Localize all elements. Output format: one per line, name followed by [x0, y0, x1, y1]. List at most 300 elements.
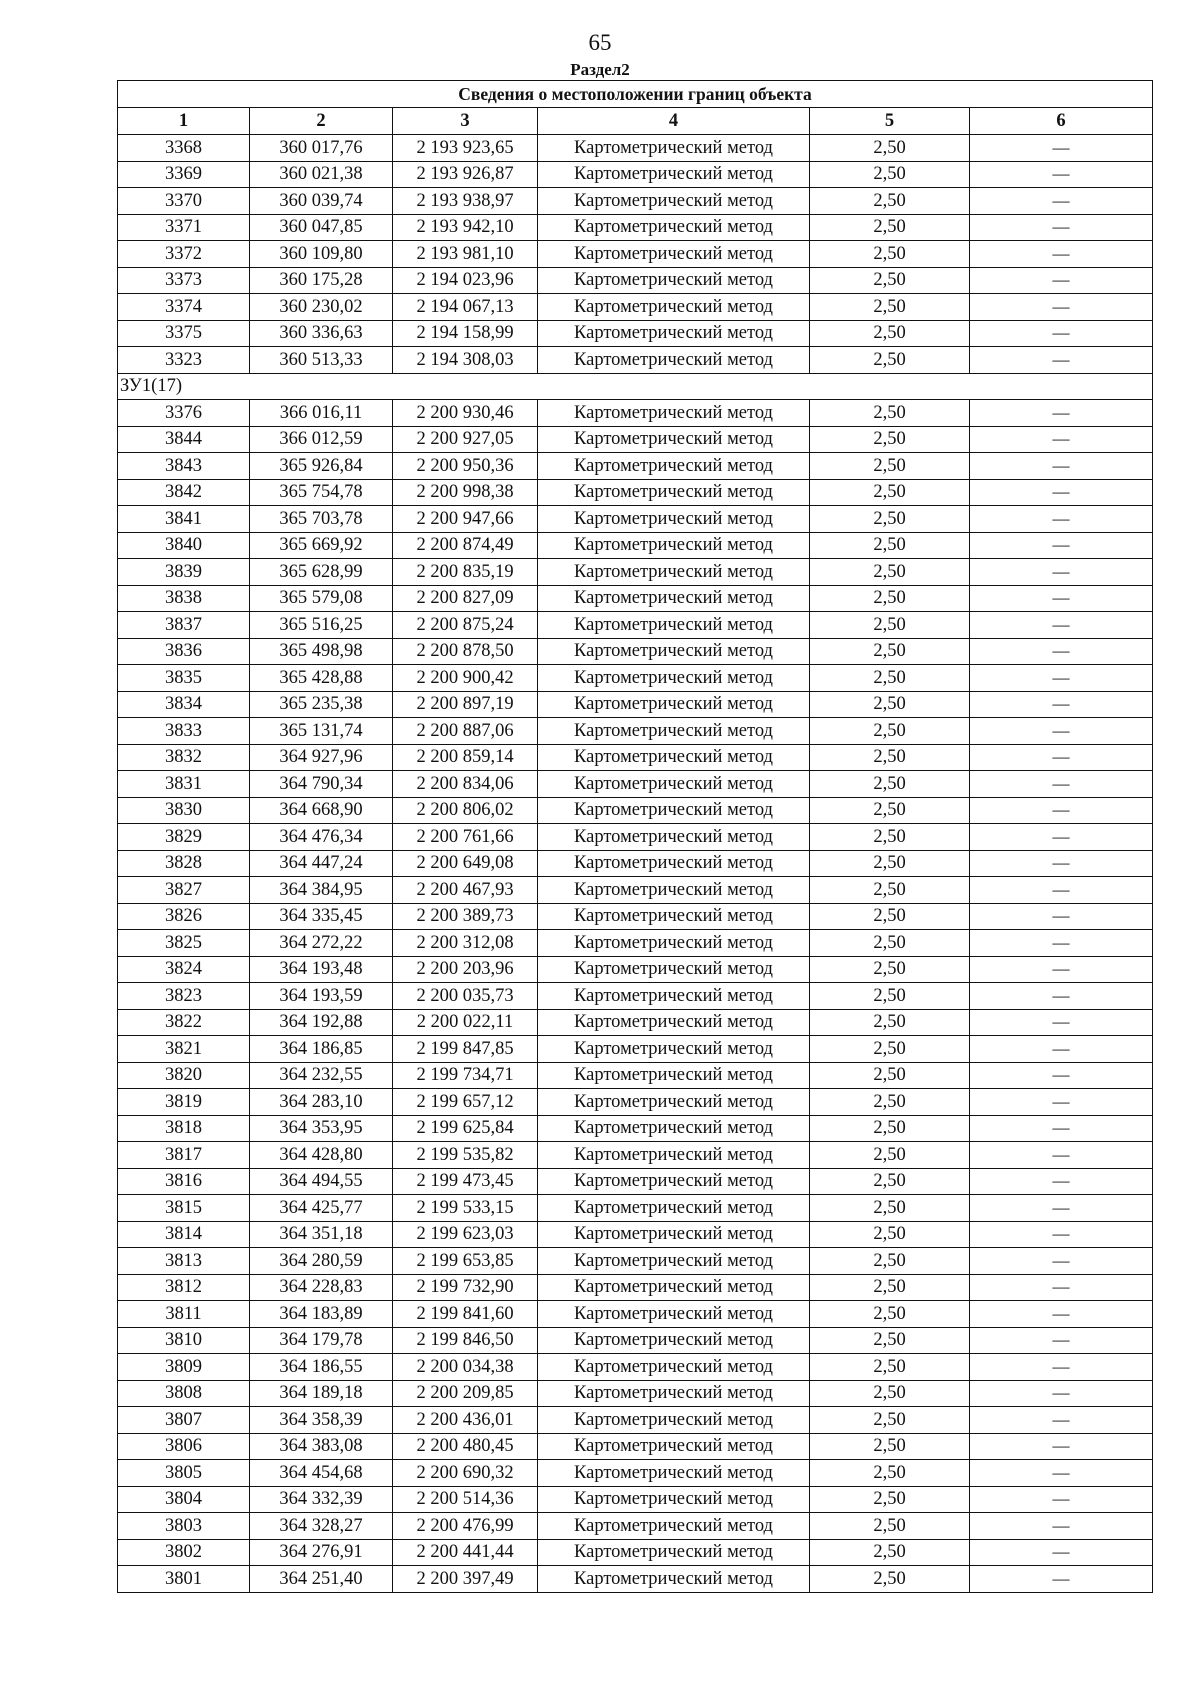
- point-number-cell: 3824: [118, 956, 250, 983]
- description-cell: —: [970, 1486, 1153, 1513]
- description-cell: —: [970, 532, 1153, 559]
- column-number: 1: [118, 108, 250, 135]
- y-coordinate-cell: 2 194 158,99: [393, 320, 538, 347]
- accuracy-cell: 2,50: [810, 585, 970, 612]
- method-cell: Картометрический метод: [538, 824, 810, 851]
- y-coordinate-cell: 2 200 900,42: [393, 665, 538, 692]
- point-number-cell: 3836: [118, 638, 250, 665]
- table-row: [118, 506, 1153, 533]
- description-cell: —: [970, 1115, 1153, 1142]
- table-row: [118, 1089, 1153, 1116]
- description-cell: —: [970, 1089, 1153, 1116]
- x-coordinate-cell: 360 175,28: [250, 267, 393, 294]
- x-coordinate-cell: 365 703,78: [250, 506, 393, 533]
- y-coordinate-cell: 2 199 841,60: [393, 1301, 538, 1328]
- point-number-cell: 3827: [118, 877, 250, 904]
- point-number-cell: 3809: [118, 1354, 250, 1381]
- table-row: [118, 718, 1153, 745]
- column-number: 3: [393, 108, 538, 135]
- description-cell: —: [970, 1407, 1153, 1434]
- description-cell: —: [970, 1168, 1153, 1195]
- column-number: 4: [538, 108, 810, 135]
- table-row: [118, 400, 1153, 427]
- x-coordinate-cell: 364 351,18: [250, 1221, 393, 1248]
- method-cell: Картометрический метод: [538, 930, 810, 957]
- table-row: [118, 1460, 1153, 1487]
- description-cell: —: [970, 1460, 1153, 1487]
- description-cell: —: [970, 877, 1153, 904]
- method-cell: Картометрический метод: [538, 532, 810, 559]
- accuracy-cell: 2,50: [810, 1354, 970, 1381]
- method-cell: Картометрический метод: [538, 1460, 810, 1487]
- method-cell: Картометрический метод: [538, 1221, 810, 1248]
- point-number-cell: 3835: [118, 665, 250, 692]
- accuracy-cell: 2,50: [810, 1433, 970, 1460]
- description-cell: —: [970, 320, 1153, 347]
- x-coordinate-cell: 366 012,59: [250, 426, 393, 453]
- table-row: [118, 1539, 1153, 1566]
- accuracy-cell: 2,50: [810, 241, 970, 268]
- x-coordinate-cell: 364 335,45: [250, 903, 393, 930]
- x-coordinate-cell: 360 336,63: [250, 320, 393, 347]
- table-row: [118, 241, 1153, 268]
- accuracy-cell: 2,50: [810, 744, 970, 771]
- point-number-cell: 3825: [118, 930, 250, 957]
- accuracy-cell: 2,50: [810, 956, 970, 983]
- accuracy-cell: 2,50: [810, 1195, 970, 1222]
- accuracy-cell: 2,50: [810, 983, 970, 1010]
- accuracy-cell: 2,50: [810, 267, 970, 294]
- table-row: [118, 956, 1153, 983]
- point-number-cell: 3830: [118, 797, 250, 824]
- accuracy-cell: 2,50: [810, 1168, 970, 1195]
- description-cell: —: [970, 1354, 1153, 1381]
- x-coordinate-cell: 364 232,55: [250, 1062, 393, 1089]
- accuracy-cell: 2,50: [810, 1513, 970, 1540]
- method-cell: Картометрический метод: [538, 267, 810, 294]
- method-cell: Картометрический метод: [538, 877, 810, 904]
- accuracy-cell: 2,50: [810, 1539, 970, 1566]
- point-number-cell: 3373: [118, 267, 250, 294]
- column-number: 5: [810, 108, 970, 135]
- x-coordinate-cell: 364 186,55: [250, 1354, 393, 1381]
- point-number-cell: 3817: [118, 1142, 250, 1169]
- y-coordinate-cell: 2 200 690,32: [393, 1460, 538, 1487]
- method-cell: Картометрический метод: [538, 1062, 810, 1089]
- y-coordinate-cell: 2 194 023,96: [393, 267, 538, 294]
- table-row: [118, 559, 1153, 586]
- method-cell: Картометрический метод: [538, 1036, 810, 1063]
- accuracy-cell: 2,50: [810, 1142, 970, 1169]
- x-coordinate-cell: 364 272,22: [250, 930, 393, 957]
- table-row: [118, 1142, 1153, 1169]
- accuracy-cell: 2,50: [810, 426, 970, 453]
- description-cell: —: [970, 267, 1153, 294]
- x-coordinate-cell: 360 109,80: [250, 241, 393, 268]
- method-cell: Картометрический метод: [538, 744, 810, 771]
- y-coordinate-cell: 2 193 942,10: [393, 214, 538, 241]
- y-coordinate-cell: 2 199 535,82: [393, 1142, 538, 1169]
- x-coordinate-cell: 365 754,78: [250, 479, 393, 506]
- y-coordinate-cell: 2 200 389,73: [393, 903, 538, 930]
- description-cell: —: [970, 294, 1153, 321]
- y-coordinate-cell: 2 200 927,05: [393, 426, 538, 453]
- y-coordinate-cell: 2 200 467,93: [393, 877, 538, 904]
- y-coordinate-cell: 2 200 649,08: [393, 850, 538, 877]
- group-label: ЗУ1(17): [118, 373, 1153, 400]
- method-cell: Картометрический метод: [538, 1301, 810, 1328]
- y-coordinate-cell: 2 200 874,49: [393, 532, 538, 559]
- point-number-cell: 3376: [118, 400, 250, 427]
- description-cell: —: [970, 691, 1153, 718]
- accuracy-cell: 2,50: [810, 135, 970, 162]
- y-coordinate-cell: 2 200 761,66: [393, 824, 538, 851]
- method-cell: Картометрический метод: [538, 188, 810, 215]
- x-coordinate-cell: 364 476,34: [250, 824, 393, 851]
- description-cell: —: [970, 585, 1153, 612]
- method-cell: Картометрический метод: [538, 347, 810, 374]
- accuracy-cell: 2,50: [810, 1327, 970, 1354]
- accuracy-cell: 2,50: [810, 797, 970, 824]
- accuracy-cell: 2,50: [810, 638, 970, 665]
- accuracy-cell: 2,50: [810, 903, 970, 930]
- point-number-cell: 3811: [118, 1301, 250, 1328]
- method-cell: Картометрический метод: [538, 161, 810, 188]
- method-cell: Картометрический метод: [538, 400, 810, 427]
- method-cell: Картометрический метод: [538, 983, 810, 1010]
- x-coordinate-cell: 364 179,78: [250, 1327, 393, 1354]
- method-cell: Картометрический метод: [538, 214, 810, 241]
- x-coordinate-cell: 364 328,27: [250, 1513, 393, 1540]
- y-coordinate-cell: 2 193 938,97: [393, 188, 538, 215]
- accuracy-cell: 2,50: [810, 214, 970, 241]
- y-coordinate-cell: 2 200 887,06: [393, 718, 538, 745]
- accuracy-cell: 2,50: [810, 1566, 970, 1593]
- accuracy-cell: 2,50: [810, 877, 970, 904]
- x-coordinate-cell: 365 579,08: [250, 585, 393, 612]
- description-cell: —: [970, 1195, 1153, 1222]
- x-coordinate-cell: 365 669,92: [250, 532, 393, 559]
- method-cell: Картометрический метод: [538, 956, 810, 983]
- description-cell: —: [970, 1248, 1153, 1275]
- x-coordinate-cell: 360 230,02: [250, 294, 393, 321]
- x-coordinate-cell: 364 193,59: [250, 983, 393, 1010]
- method-cell: Картометрический метод: [538, 135, 810, 162]
- table-row: [118, 850, 1153, 877]
- point-number-cell: 3812: [118, 1274, 250, 1301]
- point-number-cell: 3804: [118, 1486, 250, 1513]
- description-cell: —: [970, 665, 1153, 692]
- point-number-cell: 3370: [118, 188, 250, 215]
- y-coordinate-cell: 2 200 859,14: [393, 744, 538, 771]
- accuracy-cell: 2,50: [810, 347, 970, 374]
- table-row: [118, 453, 1153, 480]
- table-row: [118, 1274, 1153, 1301]
- table-row: [118, 1433, 1153, 1460]
- boundary-coordinates-table: [117, 80, 1153, 1593]
- x-coordinate-cell: 364 189,18: [250, 1380, 393, 1407]
- table-row: [118, 638, 1153, 665]
- point-number-cell: 3807: [118, 1407, 250, 1434]
- point-number-cell: 3829: [118, 824, 250, 851]
- y-coordinate-cell: 2 194 067,13: [393, 294, 538, 321]
- y-coordinate-cell: 2 200 835,19: [393, 559, 538, 586]
- point-number-cell: 3816: [118, 1168, 250, 1195]
- method-cell: Картометрический метод: [538, 1009, 810, 1036]
- method-cell: Картометрический метод: [538, 506, 810, 533]
- accuracy-cell: 2,50: [810, 718, 970, 745]
- method-cell: Картометрический метод: [538, 612, 810, 639]
- column-number: 6: [970, 108, 1153, 135]
- method-cell: Картометрический метод: [538, 1168, 810, 1195]
- y-coordinate-cell: 2 199 473,45: [393, 1168, 538, 1195]
- point-number-cell: 3803: [118, 1513, 250, 1540]
- point-number-cell: 3805: [118, 1460, 250, 1487]
- method-cell: Картометрический метод: [538, 903, 810, 930]
- method-cell: Картометрический метод: [538, 1248, 810, 1275]
- accuracy-cell: 2,50: [810, 1407, 970, 1434]
- y-coordinate-cell: 2 200 203,96: [393, 956, 538, 983]
- point-number-cell: 3801: [118, 1566, 250, 1593]
- point-number-cell: 3323: [118, 347, 250, 374]
- table-row: [118, 903, 1153, 930]
- description-cell: —: [970, 1513, 1153, 1540]
- y-coordinate-cell: 2 200 022,11: [393, 1009, 538, 1036]
- table-row: [118, 797, 1153, 824]
- page-number: 65: [588, 30, 612, 55]
- table-row: [118, 214, 1153, 241]
- table-row: [118, 347, 1153, 374]
- table-row: [118, 1248, 1153, 1275]
- table-row: [118, 479, 1153, 506]
- description-cell: —: [970, 214, 1153, 241]
- x-coordinate-cell: 364 454,68: [250, 1460, 393, 1487]
- accuracy-cell: 2,50: [810, 479, 970, 506]
- accuracy-cell: 2,50: [810, 771, 970, 798]
- x-coordinate-cell: 364 183,89: [250, 1301, 393, 1328]
- method-cell: Картометрический метод: [538, 1327, 810, 1354]
- y-coordinate-cell: 2 199 847,85: [393, 1036, 538, 1063]
- accuracy-cell: 2,50: [810, 188, 970, 215]
- description-cell: —: [970, 1301, 1153, 1328]
- description-cell: —: [970, 426, 1153, 453]
- table-row: [118, 267, 1153, 294]
- description-cell: —: [970, 1221, 1153, 1248]
- x-coordinate-cell: 364 447,24: [250, 850, 393, 877]
- table-row: [118, 188, 1153, 215]
- point-number-cell: 3828: [118, 850, 250, 877]
- description-cell: —: [970, 453, 1153, 480]
- accuracy-cell: 2,50: [810, 400, 970, 427]
- accuracy-cell: 2,50: [810, 559, 970, 586]
- table-row: [118, 877, 1153, 904]
- point-number-cell: 3814: [118, 1221, 250, 1248]
- point-number-cell: 3831: [118, 771, 250, 798]
- y-coordinate-cell: 2 200 947,66: [393, 506, 538, 533]
- y-coordinate-cell: 2 200 514,36: [393, 1486, 538, 1513]
- accuracy-cell: 2,50: [810, 930, 970, 957]
- accuracy-cell: 2,50: [810, 691, 970, 718]
- description-cell: —: [970, 771, 1153, 798]
- method-cell: Картометрический метод: [538, 426, 810, 453]
- point-number-cell: 3810: [118, 1327, 250, 1354]
- table-row: [118, 532, 1153, 559]
- description-cell: —: [970, 797, 1153, 824]
- description-cell: —: [970, 983, 1153, 1010]
- method-cell: Картометрический метод: [538, 294, 810, 321]
- y-coordinate-cell: 2 200 875,24: [393, 612, 538, 639]
- y-coordinate-cell: 2 200 441,44: [393, 1539, 538, 1566]
- accuracy-cell: 2,50: [810, 1274, 970, 1301]
- accuracy-cell: 2,50: [810, 1221, 970, 1248]
- table-row: [118, 161, 1153, 188]
- y-coordinate-cell: 2 193 926,87: [393, 161, 538, 188]
- table-row: [118, 1009, 1153, 1036]
- method-cell: Картометрический метод: [538, 1380, 810, 1407]
- y-coordinate-cell: 2 199 846,50: [393, 1327, 538, 1354]
- table-row: [118, 1327, 1153, 1354]
- point-number-cell: 3369: [118, 161, 250, 188]
- y-coordinate-cell: 2 200 950,36: [393, 453, 538, 480]
- table-row: [118, 1407, 1153, 1434]
- method-cell: Картометрический метод: [538, 850, 810, 877]
- x-coordinate-cell: 364 228,83: [250, 1274, 393, 1301]
- table-caption: Сведения о местоположении границ объекта: [118, 81, 1153, 108]
- point-number-cell: 3815: [118, 1195, 250, 1222]
- x-coordinate-cell: 364 192,88: [250, 1009, 393, 1036]
- method-cell: Картометрический метод: [538, 1486, 810, 1513]
- table-row: [118, 294, 1153, 321]
- description-cell: —: [970, 638, 1153, 665]
- y-coordinate-cell: 2 200 998,38: [393, 479, 538, 506]
- x-coordinate-cell: 364 186,85: [250, 1036, 393, 1063]
- point-number-cell: 3841: [118, 506, 250, 533]
- x-coordinate-cell: 364 927,96: [250, 744, 393, 771]
- description-cell: —: [970, 135, 1153, 162]
- point-number-cell: 3818: [118, 1115, 250, 1142]
- method-cell: Картометрический метод: [538, 585, 810, 612]
- accuracy-cell: 2,50: [810, 1380, 970, 1407]
- accuracy-cell: 2,50: [810, 1301, 970, 1328]
- point-number-cell: 3802: [118, 1539, 250, 1566]
- y-coordinate-cell: 2 199 653,85: [393, 1248, 538, 1275]
- x-coordinate-cell: 364 790,34: [250, 771, 393, 798]
- point-number-cell: 3842: [118, 479, 250, 506]
- table-row: [118, 612, 1153, 639]
- description-cell: —: [970, 1433, 1153, 1460]
- x-coordinate-cell: 364 251,40: [250, 1566, 393, 1593]
- table-row: [118, 665, 1153, 692]
- x-coordinate-cell: 364 428,80: [250, 1142, 393, 1169]
- y-coordinate-cell: 2 200 878,50: [393, 638, 538, 665]
- method-cell: Картометрический метод: [538, 638, 810, 665]
- x-coordinate-cell: 364 494,55: [250, 1168, 393, 1195]
- accuracy-cell: 2,50: [810, 665, 970, 692]
- point-number-cell: 3840: [118, 532, 250, 559]
- point-number-cell: 3374: [118, 294, 250, 321]
- group-row: [118, 373, 1153, 400]
- x-coordinate-cell: 360 021,38: [250, 161, 393, 188]
- point-number-cell: 3821: [118, 1036, 250, 1063]
- y-coordinate-cell: 2 199 657,12: [393, 1089, 538, 1116]
- method-cell: Картометрический метод: [538, 1274, 810, 1301]
- description-cell: —: [970, 930, 1153, 957]
- point-number-cell: 3372: [118, 241, 250, 268]
- method-cell: Картометрический метод: [538, 718, 810, 745]
- method-cell: Картометрический метод: [538, 1089, 810, 1116]
- description-cell: —: [970, 612, 1153, 639]
- point-number-cell: 3819: [118, 1089, 250, 1116]
- x-coordinate-cell: 364 668,90: [250, 797, 393, 824]
- y-coordinate-cell: 2 200 930,46: [393, 400, 538, 427]
- point-number-cell: 3843: [118, 453, 250, 480]
- point-number-cell: 3375: [118, 320, 250, 347]
- table-row: [118, 771, 1153, 798]
- method-cell: Картометрический метод: [538, 771, 810, 798]
- accuracy-cell: 2,50: [810, 1009, 970, 1036]
- method-cell: Картометрический метод: [538, 797, 810, 824]
- description-cell: —: [970, 1566, 1153, 1593]
- description-cell: —: [970, 188, 1153, 215]
- description-cell: —: [970, 1036, 1153, 1063]
- table-row: [118, 1036, 1153, 1063]
- table-row: [118, 1221, 1153, 1248]
- table-row: [118, 1168, 1153, 1195]
- y-coordinate-cell: 2 199 623,03: [393, 1221, 538, 1248]
- accuracy-cell: 2,50: [810, 824, 970, 851]
- method-cell: Картометрический метод: [538, 1195, 810, 1222]
- y-coordinate-cell: 2 200 209,85: [393, 1380, 538, 1407]
- method-cell: Картометрический метод: [538, 453, 810, 480]
- accuracy-cell: 2,50: [810, 1089, 970, 1116]
- table-row: [118, 1301, 1153, 1328]
- accuracy-cell: 2,50: [810, 1486, 970, 1513]
- x-coordinate-cell: 365 926,84: [250, 453, 393, 480]
- table-row: [118, 1115, 1153, 1142]
- x-coordinate-cell: 364 358,39: [250, 1407, 393, 1434]
- method-cell: Картометрический метод: [538, 1539, 810, 1566]
- method-cell: Картометрический метод: [538, 1407, 810, 1434]
- x-coordinate-cell: 364 332,39: [250, 1486, 393, 1513]
- y-coordinate-cell: 2 193 923,65: [393, 135, 538, 162]
- table-row: [118, 691, 1153, 718]
- method-cell: Картометрический метод: [538, 1354, 810, 1381]
- method-cell: Картометрический метод: [538, 1142, 810, 1169]
- method-cell: Картометрический метод: [538, 1513, 810, 1540]
- point-number-cell: 3833: [118, 718, 250, 745]
- x-coordinate-cell: 365 498,98: [250, 638, 393, 665]
- description-cell: —: [970, 903, 1153, 930]
- accuracy-cell: 2,50: [810, 532, 970, 559]
- description-cell: —: [970, 1380, 1153, 1407]
- y-coordinate-cell: 2 200 827,09: [393, 585, 538, 612]
- accuracy-cell: 2,50: [810, 1062, 970, 1089]
- x-coordinate-cell: 360 039,74: [250, 188, 393, 215]
- point-number-cell: 3806: [118, 1433, 250, 1460]
- accuracy-cell: 2,50: [810, 1248, 970, 1275]
- y-coordinate-cell: 2 200 436,01: [393, 1407, 538, 1434]
- description-cell: —: [970, 1142, 1153, 1169]
- method-cell: Картометрический метод: [538, 1566, 810, 1593]
- point-number-cell: 3813: [118, 1248, 250, 1275]
- description-cell: —: [970, 718, 1153, 745]
- x-coordinate-cell: 360 513,33: [250, 347, 393, 374]
- x-coordinate-cell: 360 047,85: [250, 214, 393, 241]
- table-row: [118, 1354, 1153, 1381]
- point-number-cell: 3823: [118, 983, 250, 1010]
- x-coordinate-cell: 360 017,76: [250, 135, 393, 162]
- x-coordinate-cell: 364 425,77: [250, 1195, 393, 1222]
